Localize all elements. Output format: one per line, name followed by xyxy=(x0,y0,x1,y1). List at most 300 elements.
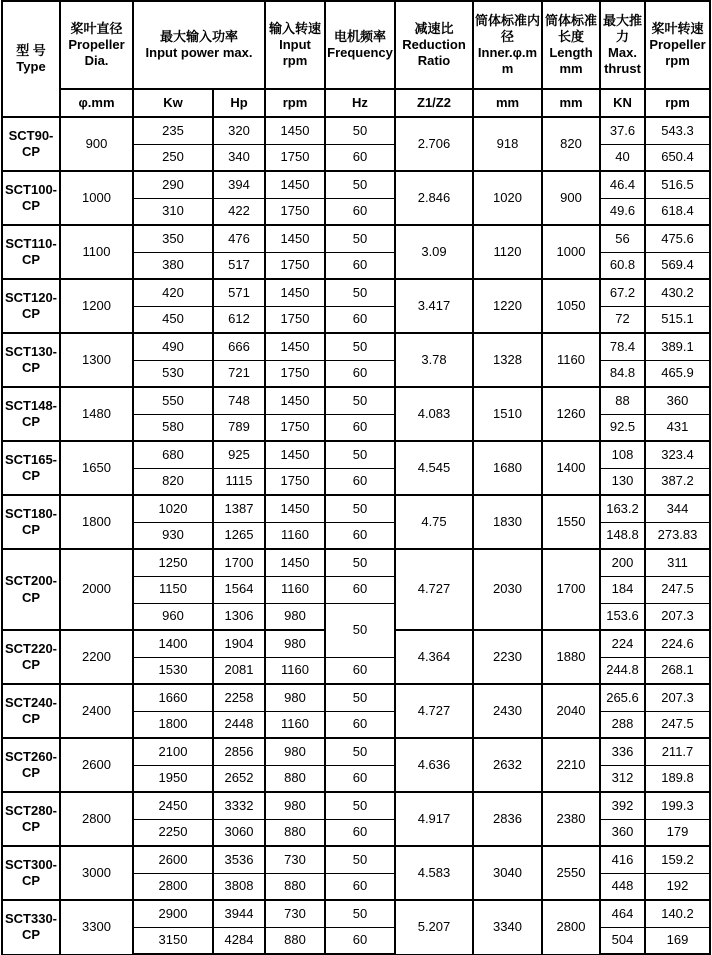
prop-rpm-cell: 224.6 xyxy=(645,630,710,657)
inner-dia-cell: 2836 xyxy=(473,792,542,846)
inner-dia-cell: 918 xyxy=(473,117,542,171)
hp-cell: 721 xyxy=(213,360,265,387)
col-unit-inner: mm xyxy=(473,89,542,117)
thrust-cell: 130 xyxy=(600,468,645,495)
length-cell: 1260 xyxy=(542,387,600,441)
kw-cell: 2450 xyxy=(133,792,213,819)
table-header xyxy=(2,1,710,117)
input-rpm-cell: 1160 xyxy=(265,711,325,738)
col-unit-length: mm xyxy=(542,89,600,117)
hp-cell: 1904 xyxy=(213,630,265,657)
table-row xyxy=(2,279,710,306)
input-rpm-cell: 880 xyxy=(265,765,325,792)
inner-dia-cell: 2430 xyxy=(473,684,542,738)
hz-cell: 60 xyxy=(325,306,395,333)
hp-cell: 340 xyxy=(213,144,265,171)
inner-dia-cell: 1328 xyxy=(473,333,542,387)
kw-cell: 3150 xyxy=(133,927,213,954)
hp-cell: 571 xyxy=(213,279,265,306)
prop-rpm-cell: 207.3 xyxy=(645,603,710,630)
hz-cell: 50 xyxy=(325,603,395,657)
length-cell: 820 xyxy=(542,117,600,171)
dia-cell: 1800 xyxy=(60,495,133,549)
model-cell: SCT260-CP xyxy=(2,738,60,792)
model-cell: SCT165-CP xyxy=(2,441,60,495)
prop-rpm-cell: 179 xyxy=(645,819,710,846)
prop-rpm-cell: 543.3 xyxy=(645,117,710,144)
model-cell: SCT180-CP xyxy=(2,495,60,549)
col-label-en: Input rpm xyxy=(279,36,311,69)
thrust-cell: 288 xyxy=(600,711,645,738)
kw-cell: 450 xyxy=(133,306,213,333)
hz-cell: 50 xyxy=(325,738,395,765)
ratio-cell: 4.636 xyxy=(395,738,473,792)
hp-cell: 3808 xyxy=(213,873,265,900)
hp-cell: 2448 xyxy=(213,711,265,738)
hz-cell: 50 xyxy=(325,684,395,711)
thrust-cell: 49.6 xyxy=(600,198,645,225)
hz-cell: 50 xyxy=(325,441,395,468)
ratio-cell: 4.545 xyxy=(395,441,473,495)
kw-cell: 2800 xyxy=(133,873,213,900)
inner-dia-cell: 2230 xyxy=(473,630,542,684)
col-label-en: Length mm xyxy=(549,45,593,77)
prop-rpm-cell: 140.2 xyxy=(645,900,710,927)
length-cell: 2380 xyxy=(542,792,600,846)
hp-cell: 2258 xyxy=(213,684,265,711)
hp-cell: 748 xyxy=(213,387,265,414)
col-label-en: Type xyxy=(16,59,46,74)
thrust-cell: 153.6 xyxy=(600,603,645,630)
col-unit-ratio: Z1/Z2 xyxy=(395,89,473,117)
dia-cell: 2600 xyxy=(60,738,133,792)
hp-cell: 2081 xyxy=(213,657,265,684)
hp-cell: 422 xyxy=(213,198,265,225)
col-header-ratio xyxy=(395,1,473,89)
kw-cell: 2900 xyxy=(133,900,213,927)
input-rpm-cell: 1160 xyxy=(265,657,325,684)
hp-cell: 2856 xyxy=(213,738,265,765)
input-rpm-cell: 880 xyxy=(265,873,325,900)
ratio-cell: 4.083 xyxy=(395,387,473,441)
length-cell: 2800 xyxy=(542,900,600,954)
length-cell: 1160 xyxy=(542,333,600,387)
model-cell: SCT148-CP xyxy=(2,387,60,441)
prop-rpm-cell: 268.1 xyxy=(645,657,710,684)
prop-rpm-cell: 344 xyxy=(645,495,710,522)
prop-rpm-cell: 475.6 xyxy=(645,225,710,252)
kw-cell: 1020 xyxy=(133,495,213,522)
input-rpm-cell: 1450 xyxy=(265,225,325,252)
input-rpm-cell: 980 xyxy=(265,792,325,819)
length-cell: 1050 xyxy=(542,279,600,333)
thrust-cell: 92.5 xyxy=(600,414,645,441)
input-rpm-cell: 980 xyxy=(265,603,325,630)
dia-cell: 1480 xyxy=(60,387,133,441)
col-label-zh: 最大输入功率 xyxy=(159,28,238,44)
header-row-labels xyxy=(2,1,710,89)
col-header-type xyxy=(2,1,60,117)
table-row xyxy=(2,792,710,819)
prop-rpm-cell: 247.5 xyxy=(645,711,710,738)
table-row xyxy=(2,441,710,468)
hz-cell: 60 xyxy=(325,576,395,603)
col-label-zh: 筒体标准长度 xyxy=(544,12,597,44)
prop-rpm-cell: 323.4 xyxy=(645,441,710,468)
prop-rpm-cell: 431 xyxy=(645,414,710,441)
col-label-en: Frequency xyxy=(327,45,393,60)
col-header-rpm xyxy=(265,1,325,89)
hz-cell: 60 xyxy=(325,252,395,279)
thrust-cell: 37.6 xyxy=(600,117,645,144)
model-cell: SCT240-CP xyxy=(2,684,60,738)
col-header-prop_rpm xyxy=(645,1,710,89)
model-cell: SCT90-CP xyxy=(2,117,60,171)
thrust-cell: 448 xyxy=(600,873,645,900)
input-rpm-cell: 1450 xyxy=(265,171,325,198)
col-label-en: Input power max. xyxy=(145,45,253,60)
prop-rpm-cell: 189.8 xyxy=(645,765,710,792)
kw-cell: 250 xyxy=(133,144,213,171)
kw-cell: 1800 xyxy=(133,711,213,738)
col-label-zh: 最大推力 xyxy=(602,12,642,44)
thrust-cell: 184 xyxy=(600,576,645,603)
hp-cell: 1115 xyxy=(213,468,265,495)
ratio-cell: 4.917 xyxy=(395,792,473,846)
kw-cell: 1530 xyxy=(133,657,213,684)
kw-cell: 530 xyxy=(133,360,213,387)
prop-rpm-cell: 618.4 xyxy=(645,198,710,225)
col-header-hz xyxy=(325,1,395,89)
prop-rpm-cell: 192 xyxy=(645,873,710,900)
kw-cell: 290 xyxy=(133,171,213,198)
input-rpm-cell: 1450 xyxy=(265,441,325,468)
hp-cell: 1306 xyxy=(213,603,265,630)
table-row xyxy=(2,225,710,252)
thrust-cell: 88 xyxy=(600,387,645,414)
kw-cell: 680 xyxy=(133,441,213,468)
kw-cell: 380 xyxy=(133,252,213,279)
table-row xyxy=(2,117,710,144)
table-row xyxy=(2,846,710,873)
input-rpm-cell: 1450 xyxy=(265,279,325,306)
input-rpm-cell: 1750 xyxy=(265,198,325,225)
kw-cell: 235 xyxy=(133,117,213,144)
table-row xyxy=(2,495,710,522)
hp-cell: 320 xyxy=(213,117,265,144)
prop-rpm-cell: 199.3 xyxy=(645,792,710,819)
input-rpm-cell: 730 xyxy=(265,846,325,873)
kw-cell: 490 xyxy=(133,333,213,360)
length-cell: 2040 xyxy=(542,684,600,738)
inner-dia-cell: 3340 xyxy=(473,900,542,954)
header-row-units xyxy=(2,89,710,117)
thrust-cell: 108 xyxy=(600,441,645,468)
input-rpm-cell: 980 xyxy=(265,630,325,657)
ratio-cell: 2.706 xyxy=(395,117,473,171)
hz-cell: 60 xyxy=(325,873,395,900)
dia-cell: 900 xyxy=(60,117,133,171)
col-header-power xyxy=(133,1,265,89)
input-rpm-cell: 1450 xyxy=(265,387,325,414)
thrust-cell: 312 xyxy=(600,765,645,792)
prop-rpm-cell: 387.2 xyxy=(645,468,710,495)
col-unit-power-1: Hp xyxy=(213,89,265,117)
thrust-cell: 56 xyxy=(600,225,645,252)
input-rpm-cell: 880 xyxy=(265,819,325,846)
hz-cell: 60 xyxy=(325,657,395,684)
input-rpm-cell: 1750 xyxy=(265,360,325,387)
input-rpm-cell: 730 xyxy=(265,900,325,927)
kw-cell: 820 xyxy=(133,468,213,495)
length-cell: 2550 xyxy=(542,846,600,900)
hp-cell: 3944 xyxy=(213,900,265,927)
col-label-en: Propeller rpm xyxy=(649,36,706,69)
col-unit-thrust: KN xyxy=(600,89,645,117)
thrust-cell: 336 xyxy=(600,738,645,765)
col-label-zh: 输入转速 xyxy=(268,20,321,36)
kw-cell: 550 xyxy=(133,387,213,414)
inner-dia-cell: 3040 xyxy=(473,846,542,900)
hp-cell: 476 xyxy=(213,225,265,252)
ratio-cell: 4.727 xyxy=(395,549,473,630)
hz-cell: 60 xyxy=(325,414,395,441)
dia-cell: 3000 xyxy=(60,846,133,900)
thrust-cell: 84.8 xyxy=(600,360,645,387)
kw-cell: 1400 xyxy=(133,630,213,657)
thrust-cell: 60.8 xyxy=(600,252,645,279)
hz-cell: 60 xyxy=(325,144,395,171)
inner-dia-cell: 1020 xyxy=(473,171,542,225)
hp-cell: 394 xyxy=(213,171,265,198)
hz-cell: 60 xyxy=(325,765,395,792)
hp-cell: 4284 xyxy=(213,927,265,954)
col-label-zh: 减速比 xyxy=(414,20,454,36)
kw-cell: 2600 xyxy=(133,846,213,873)
thrust-cell: 200 xyxy=(600,549,645,576)
hp-cell: 2652 xyxy=(213,765,265,792)
thrust-cell: 392 xyxy=(600,792,645,819)
length-cell: 2210 xyxy=(542,738,600,792)
table-row xyxy=(2,171,710,198)
thrust-cell: 67.2 xyxy=(600,279,645,306)
input-rpm-cell: 1750 xyxy=(265,414,325,441)
inner-dia-cell: 1510 xyxy=(473,387,542,441)
hp-cell: 925 xyxy=(213,441,265,468)
dia-cell: 1650 xyxy=(60,441,133,495)
col-label-en: Propeller Dia. xyxy=(68,36,125,69)
model-cell: SCT220-CP xyxy=(2,630,60,684)
prop-rpm-cell: 430.2 xyxy=(645,279,710,306)
prop-rpm-cell: 360 xyxy=(645,387,710,414)
prop-rpm-cell: 211.7 xyxy=(645,738,710,765)
thrust-cell: 265.6 xyxy=(600,684,645,711)
hp-cell: 666 xyxy=(213,333,265,360)
kw-cell: 1150 xyxy=(133,576,213,603)
col-label-zh: 桨叶转速 xyxy=(651,20,704,36)
hz-cell: 50 xyxy=(325,549,395,576)
prop-rpm-cell: 389.1 xyxy=(645,333,710,360)
length-cell: 900 xyxy=(542,171,600,225)
input-rpm-cell: 1750 xyxy=(265,306,325,333)
thrust-cell: 46.4 xyxy=(600,171,645,198)
prop-rpm-cell: 311 xyxy=(645,549,710,576)
ratio-cell: 3.417 xyxy=(395,279,473,333)
col-unit-hz: Hz xyxy=(325,89,395,117)
col-label-zh: 型 号 xyxy=(16,42,46,58)
model-cell: SCT130-CP xyxy=(2,333,60,387)
length-cell: 1700 xyxy=(542,549,600,630)
inner-dia-cell: 1220 xyxy=(473,279,542,333)
ratio-cell: 2.846 xyxy=(395,171,473,225)
thrust-cell: 360 xyxy=(600,819,645,846)
prop-rpm-cell: 516.5 xyxy=(645,171,710,198)
hz-cell: 50 xyxy=(325,117,395,144)
thrust-cell: 163.2 xyxy=(600,495,645,522)
inner-dia-cell: 2632 xyxy=(473,738,542,792)
prop-rpm-cell: 169 xyxy=(645,927,710,954)
thrust-cell: 40 xyxy=(600,144,645,171)
col-header-inner xyxy=(473,1,542,89)
input-rpm-cell: 1750 xyxy=(265,252,325,279)
col-header-thrust xyxy=(600,1,645,89)
ratio-cell: 5.207 xyxy=(395,900,473,954)
thrust-cell: 78.4 xyxy=(600,333,645,360)
table-row xyxy=(2,684,710,711)
col-unit-dia: φ.mm xyxy=(60,89,133,117)
model-cell: SCT100-CP xyxy=(2,171,60,225)
input-rpm-cell: 1450 xyxy=(265,117,325,144)
col-unit-power-0: Kw xyxy=(133,89,213,117)
hz-cell: 50 xyxy=(325,792,395,819)
thrust-cell: 464 xyxy=(600,900,645,927)
thrust-cell: 224 xyxy=(600,630,645,657)
thrust-cell: 148.8 xyxy=(600,522,645,549)
col-label-en: Max. thrust xyxy=(604,45,641,77)
kw-cell: 930 xyxy=(133,522,213,549)
hz-cell: 50 xyxy=(325,900,395,927)
kw-cell: 1660 xyxy=(133,684,213,711)
table-row xyxy=(2,738,710,765)
col-header-length xyxy=(542,1,600,89)
model-cell: SCT200-CP xyxy=(2,549,60,630)
model-cell: SCT110-CP xyxy=(2,225,60,279)
table-row xyxy=(2,549,710,576)
prop-rpm-cell: 247.5 xyxy=(645,576,710,603)
col-label-zh: 电机频率 xyxy=(333,28,386,44)
kw-cell: 1950 xyxy=(133,765,213,792)
thruster-spec-table xyxy=(1,0,711,955)
table-row xyxy=(2,333,710,360)
prop-rpm-cell: 273.83 xyxy=(645,522,710,549)
inner-dia-cell: 1120 xyxy=(473,225,542,279)
thrust-cell: 244.8 xyxy=(600,657,645,684)
dia-cell: 2400 xyxy=(60,684,133,738)
hz-cell: 60 xyxy=(325,198,395,225)
inner-dia-cell: 2030 xyxy=(473,549,542,630)
ratio-cell: 4.727 xyxy=(395,684,473,738)
kw-cell: 350 xyxy=(133,225,213,252)
input-rpm-cell: 1450 xyxy=(265,495,325,522)
hp-cell: 1700 xyxy=(213,549,265,576)
input-rpm-cell: 980 xyxy=(265,738,325,765)
hp-cell: 789 xyxy=(213,414,265,441)
input-rpm-cell: 1450 xyxy=(265,333,325,360)
col-header-dia xyxy=(60,1,133,89)
hp-cell: 612 xyxy=(213,306,265,333)
kw-cell: 580 xyxy=(133,414,213,441)
model-cell: SCT300-CP xyxy=(2,846,60,900)
table-row xyxy=(2,900,710,927)
dia-cell: 1000 xyxy=(60,171,133,225)
col-label-en: Reduction Ratio xyxy=(402,36,466,69)
hz-cell: 60 xyxy=(325,522,395,549)
thrust-cell: 416 xyxy=(600,846,645,873)
prop-rpm-cell: 650.4 xyxy=(645,144,710,171)
ratio-cell: 4.75 xyxy=(395,495,473,549)
hp-cell: 517 xyxy=(213,252,265,279)
dia-cell: 3300 xyxy=(60,900,133,954)
hp-cell: 1564 xyxy=(213,576,265,603)
col-label-zh: 筒体标准内径 xyxy=(475,12,541,44)
length-cell: 1550 xyxy=(542,495,600,549)
hz-cell: 50 xyxy=(325,495,395,522)
ratio-cell: 4.364 xyxy=(395,630,473,684)
col-unit-rpm: rpm xyxy=(265,89,325,117)
dia-cell: 2200 xyxy=(60,630,133,684)
length-cell: 1880 xyxy=(542,630,600,684)
ratio-cell: 4.583 xyxy=(395,846,473,900)
kw-cell: 2250 xyxy=(133,819,213,846)
dia-cell: 2000 xyxy=(60,549,133,630)
dia-cell: 2800 xyxy=(60,792,133,846)
input-rpm-cell: 1450 xyxy=(265,549,325,576)
input-rpm-cell: 1750 xyxy=(265,468,325,495)
kw-cell: 1250 xyxy=(133,549,213,576)
hp-cell: 3536 xyxy=(213,846,265,873)
hz-cell: 60 xyxy=(325,711,395,738)
thrust-cell: 72 xyxy=(600,306,645,333)
model-cell: SCT120-CP xyxy=(2,279,60,333)
hz-cell: 50 xyxy=(325,225,395,252)
kw-cell: 2100 xyxy=(133,738,213,765)
dia-cell: 1200 xyxy=(60,279,133,333)
hp-cell: 1265 xyxy=(213,522,265,549)
input-rpm-cell: 1160 xyxy=(265,522,325,549)
col-unit-prop_rpm: rpm xyxy=(645,89,710,117)
prop-rpm-cell: 159.2 xyxy=(645,846,710,873)
hz-cell: 50 xyxy=(325,171,395,198)
hp-cell: 3332 xyxy=(213,792,265,819)
length-cell: 1000 xyxy=(542,225,600,279)
prop-rpm-cell: 569.4 xyxy=(645,252,710,279)
table-body xyxy=(2,117,710,954)
hz-cell: 50 xyxy=(325,279,395,306)
kw-cell: 420 xyxy=(133,279,213,306)
input-rpm-cell: 1750 xyxy=(265,144,325,171)
thrust-cell: 504 xyxy=(600,927,645,954)
inner-dia-cell: 1680 xyxy=(473,441,542,495)
hz-cell: 60 xyxy=(325,819,395,846)
dia-cell: 1100 xyxy=(60,225,133,279)
input-rpm-cell: 980 xyxy=(265,684,325,711)
hz-cell: 50 xyxy=(325,333,395,360)
ratio-cell: 3.09 xyxy=(395,225,473,279)
hz-cell: 50 xyxy=(325,846,395,873)
inner-dia-cell: 1830 xyxy=(473,495,542,549)
prop-rpm-cell: 515.1 xyxy=(645,306,710,333)
hp-cell: 3060 xyxy=(213,819,265,846)
